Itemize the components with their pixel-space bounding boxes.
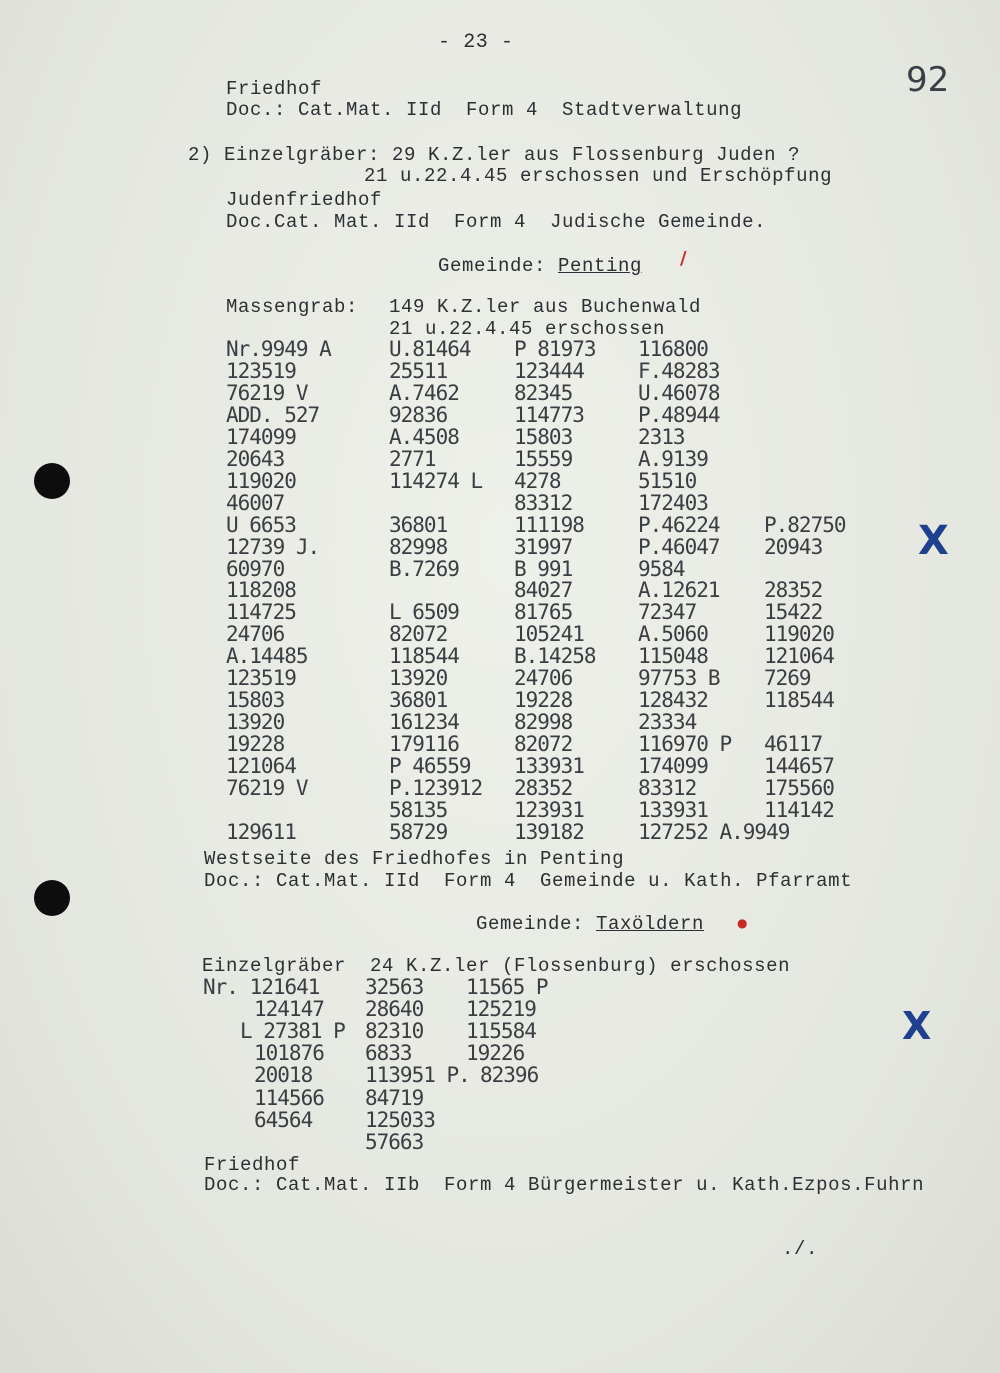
number-entry: 82998: [389, 534, 448, 559]
number-entry: L 27381 P: [240, 1019, 345, 1044]
taxoldern-friedhof: Friedhof: [204, 1154, 301, 1176]
top-doc-line: Doc.: Cat.Mat. IId Form 4 Stadtverwaltung: [226, 99, 743, 121]
number-entry: 116800: [638, 337, 708, 361]
gemeinde-label: Gemeinde:: [476, 913, 585, 935]
massengrab-line2: 21 u.22.4.45 erschossen: [389, 318, 666, 340]
number-entry: 19226: [466, 1041, 525, 1066]
number-entry: 114274 L: [389, 468, 483, 493]
red-tick-mark: /: [680, 248, 687, 269]
number-entry: 125033: [365, 1107, 435, 1132]
punch-hole: [34, 463, 70, 499]
margin-x-mark: X: [902, 1004, 932, 1048]
number-entry: 15559: [514, 446, 573, 471]
number-entry: U.46078: [638, 380, 720, 405]
number-entry: 144657: [764, 754, 834, 779]
number-entry: 76219 V: [226, 380, 308, 405]
gemeinde-name-taxoldern: Taxöldern: [596, 913, 705, 935]
number-entry: Nr.9949 A: [226, 337, 331, 361]
number-entry: 123519: [226, 358, 296, 383]
number-entry: 9584: [638, 556, 685, 581]
number-entry: 51510: [638, 468, 697, 493]
number-entry: A.9139: [638, 446, 708, 471]
number-entry: 64564: [254, 1107, 313, 1132]
number-entry: 133931: [514, 754, 584, 779]
number-entry: 19228: [226, 732, 285, 757]
number-entry: 92836: [389, 402, 448, 427]
number-entry: 12739 J.: [226, 534, 320, 559]
gemeinde-name-penting: Penting: [558, 255, 643, 277]
number-entry: 15803: [514, 424, 573, 449]
number-entry: 114773: [514, 402, 584, 427]
margin-x-mark: X: [918, 518, 949, 564]
section2-line1: 2) Einzelgräber: 29 K.Z.ler aus Flossenburg Juden ?: [188, 144, 801, 166]
number-entry: 118208: [226, 578, 296, 603]
number-entry: 83312: [638, 776, 697, 800]
number-entry: 121064: [226, 754, 296, 779]
number-entry: 114725: [226, 600, 296, 625]
number-entry: 114142: [764, 797, 834, 822]
einzelgraeber-header: Einzelgräber 24 K.Z.ler (Flossenburg) erschossen: [202, 955, 791, 977]
number-entry: 46117: [764, 732, 823, 757]
number-entry: 20018: [254, 1063, 313, 1088]
number-entry: 76219 V: [226, 776, 308, 800]
number-entry: 20943: [764, 534, 823, 559]
number-entry: B.14258: [514, 644, 596, 669]
number-entry: 161234: [389, 710, 459, 735]
number-entry: 113951 P.: [365, 1063, 470, 1088]
number-entry: 172403: [638, 490, 708, 515]
number-entry: 6833: [365, 1041, 412, 1066]
number-entry: P.123912: [389, 776, 483, 800]
number-entry: P 81973: [514, 337, 596, 361]
number-entry: P.46047: [638, 534, 720, 559]
massengrab-label: Massengrab:: [226, 296, 359, 318]
number-entry: 128432: [638, 688, 708, 713]
number-entry: A.5060: [638, 622, 708, 647]
number-entry: F.48283: [638, 358, 720, 383]
number-entry: 83312: [514, 490, 573, 515]
number-entry: Nr. 121641: [203, 975, 320, 999]
number-entry: 118544: [764, 688, 834, 713]
number-entry: P.82750: [764, 512, 846, 537]
number-entry: 84719: [365, 1085, 424, 1110]
number-entry: U.81464: [389, 337, 471, 361]
number-entry: 24706: [226, 622, 285, 647]
number-entry: 111198: [514, 512, 584, 537]
number-entry: A.7462: [389, 380, 459, 405]
top-friedhof: Friedhof: [226, 78, 323, 100]
number-entry: 36801: [389, 512, 448, 537]
number-entry: 101876: [254, 1041, 324, 1066]
number-entry: 175560: [764, 776, 834, 800]
number-entry: 28352: [764, 578, 823, 603]
number-entry: 2313: [638, 424, 685, 449]
number-entry: 82310: [365, 1019, 424, 1044]
number-entry: 13920: [389, 666, 448, 691]
number-entry: A.14485: [226, 644, 308, 669]
taxoldern-doc-line: Doc.: Cat.Mat. IIb Form 4 Bürgermeister u. Kath.Ezpos.Fuhrn: [204, 1174, 925, 1196]
penting-doc-line: Doc.: Cat.Mat. IId Form 4 Gemeinde u. Kath. Pfarramt: [204, 870, 853, 892]
number-entry: 114566: [254, 1085, 324, 1110]
section2-line2: 21 u.22.4.45 erschossen und Erschöpfung: [364, 165, 833, 187]
number-entry: 57663: [365, 1129, 424, 1154]
number-entry: P 46559: [389, 754, 471, 779]
number-entry: L 6509: [389, 600, 459, 625]
number-entry: 84027: [514, 578, 573, 603]
number-entry: 123444: [514, 358, 584, 383]
number-entry: U 6653: [226, 512, 296, 537]
number-entry: 31997: [514, 534, 573, 559]
number-entry: 20643: [226, 446, 285, 471]
number-entry: 133931: [638, 797, 708, 822]
number-entry: 118544: [389, 644, 459, 669]
number-entry: 60970: [226, 556, 285, 581]
number-entry: B.7269: [389, 556, 459, 581]
number-entry: 174099: [638, 754, 708, 779]
section2-line3: Judenfriedhof: [226, 189, 383, 211]
number-entry: 97753 B: [638, 666, 720, 691]
massengrab-line1: 149 K.Z.ler aus Buchenwald: [389, 296, 702, 318]
number-entry: 19228: [514, 688, 573, 713]
number-entry: 15803: [226, 688, 285, 713]
number-entry: 119020: [226, 468, 296, 493]
number-entry: P.48944: [638, 402, 720, 427]
number-entry: 139182: [514, 819, 584, 844]
number-entry: 15422: [764, 600, 823, 625]
number-entry: 82072: [389, 622, 448, 647]
number-entry: 82998: [514, 710, 573, 735]
number-entry: 116970 P: [638, 732, 732, 757]
number-entry: A.12621: [638, 578, 720, 603]
number-entry: 25511: [389, 358, 448, 383]
number-entry: A.4508: [389, 424, 459, 449]
number-entry: 58135: [389, 797, 448, 822]
number-entry: 13920: [226, 710, 285, 735]
number-entry: 105241: [514, 622, 584, 647]
number-entry: B 991: [514, 556, 573, 581]
number-entry: P.46224: [638, 512, 720, 537]
gemeinde-label: Gemeinde:: [438, 255, 547, 277]
number-entry: 11565 P: [466, 975, 548, 999]
number-entry: 123519: [226, 666, 296, 691]
number-entry: 36801: [389, 688, 448, 713]
number-entry: 24706: [514, 666, 573, 691]
number-entry: 28352: [514, 776, 573, 800]
number-entry: 82072: [514, 732, 573, 757]
number-entry: 2771: [389, 446, 436, 471]
number-entry: 179116: [389, 732, 459, 757]
penting-heading: [438, 255, 642, 277]
number-entry: 82345: [514, 380, 573, 405]
number-entry: 115584: [466, 1019, 536, 1044]
section2-line4: Doc.Cat. Mat. IId Form 4 Judische Gemeinde.: [226, 211, 767, 233]
westseite-line: Westseite des Friedhofes in Penting: [204, 848, 625, 870]
number-entry: 124147: [254, 997, 324, 1022]
number-entry: 32563: [365, 975, 424, 999]
number-entry: 115048: [638, 644, 708, 669]
taxoldern-heading: [476, 913, 704, 935]
page-marker: - 23 -: [438, 31, 514, 54]
number-entry: 23334: [638, 710, 697, 735]
number-entry: 46007: [226, 490, 285, 515]
punch-hole: [34, 880, 70, 916]
number-entry: 81765: [514, 600, 573, 625]
page-number: 92: [906, 60, 950, 100]
number-entry: 4278: [514, 468, 561, 493]
number-entry: 72347: [638, 600, 697, 625]
number-entry: 7269: [764, 666, 811, 691]
number-entry: 125219: [466, 997, 536, 1022]
number-entry: 123931: [514, 797, 584, 822]
number-entry: ADD. 527: [226, 402, 320, 427]
number-entry: 28640: [365, 997, 424, 1022]
number-entry: 58729: [389, 819, 448, 844]
number-entry: 121064: [764, 644, 834, 669]
number-entry: 82396: [480, 1063, 539, 1088]
red-dot-mark: ●: [737, 916, 748, 930]
number-entry: 129611: [226, 819, 296, 844]
number-entry: 127252 A.9949: [638, 819, 790, 844]
number-entry: 174099: [226, 424, 296, 449]
number-entry: 119020: [764, 622, 834, 647]
continuation-mark: ./.: [782, 1238, 819, 1260]
